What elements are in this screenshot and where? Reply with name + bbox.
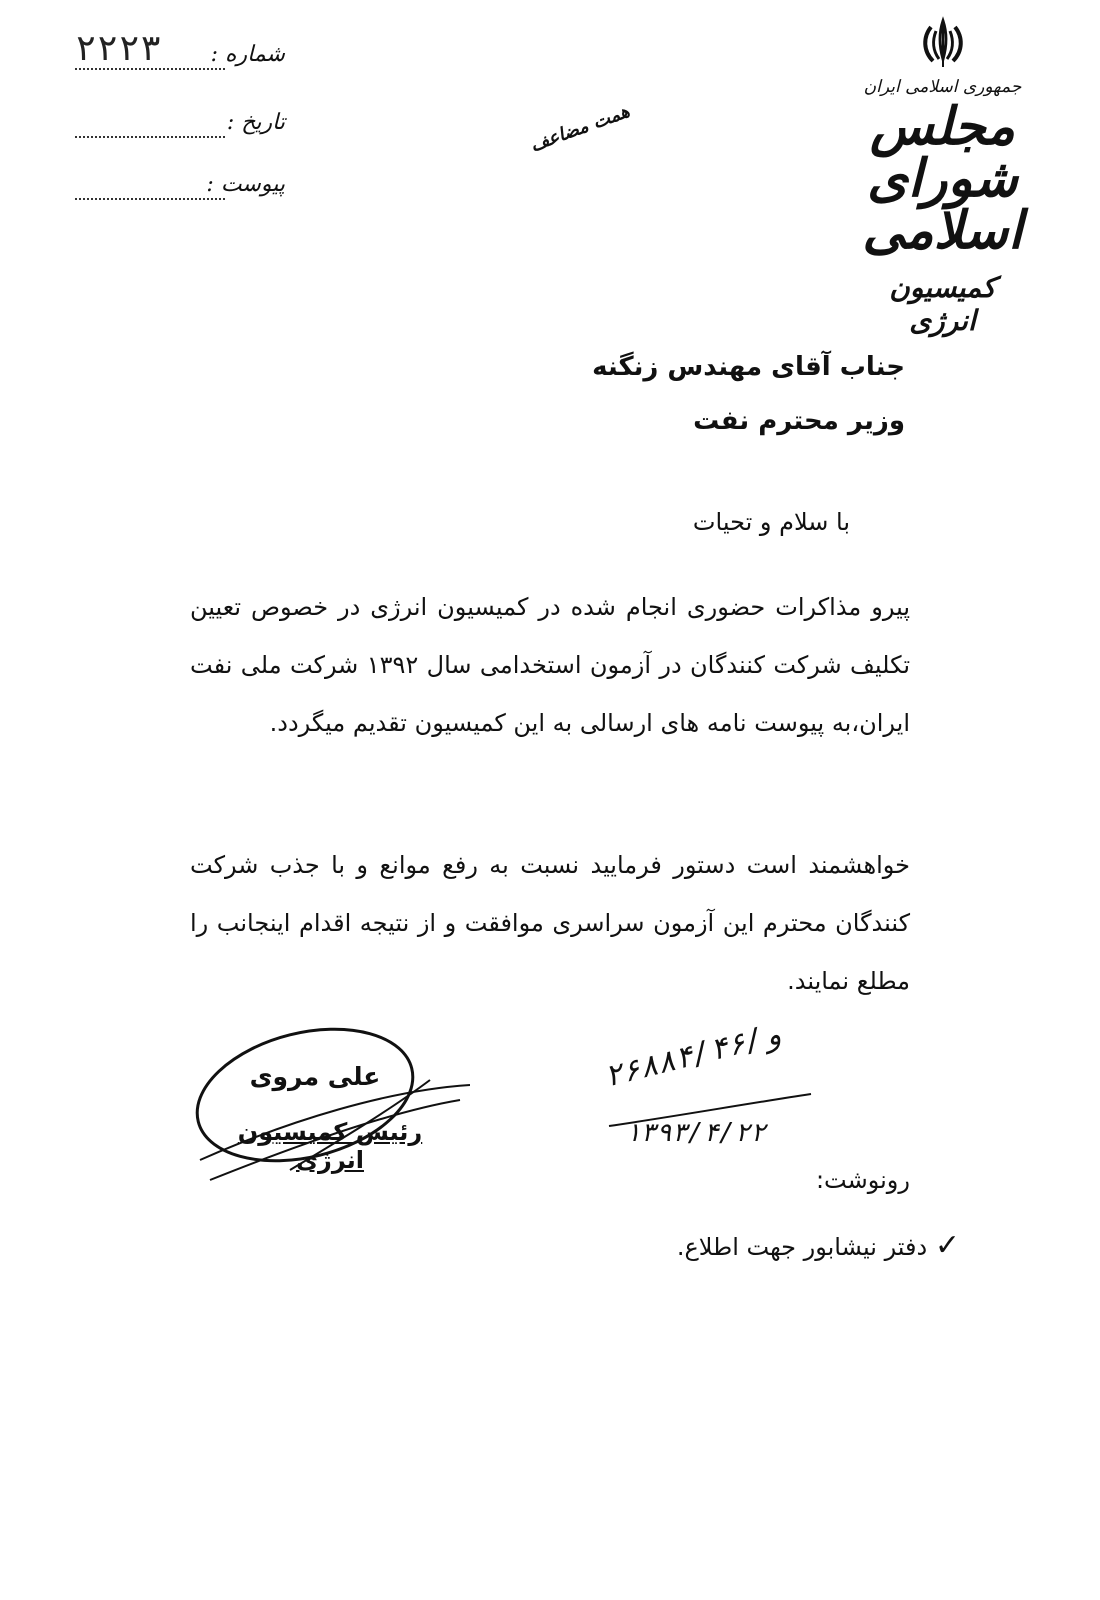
attachment-dotted-line: [75, 198, 225, 200]
attachment-label: پیوست :: [206, 172, 285, 197]
number-value: ۲۲۲۳: [75, 28, 162, 69]
cc-item-text: دفتر نیشابور جهت اطلاع.: [676, 1233, 928, 1261]
handwritten-date: ۱۳۹۳/۴/۲۲: [625, 1118, 766, 1148]
iran-emblem-icon: [913, 15, 973, 71]
cc-item: [560, 1228, 960, 1263]
number-field: [75, 28, 285, 76]
number-label: شماره :: [210, 42, 285, 67]
small-seal: همت مضاعف: [527, 100, 633, 157]
cc-label: رونوشت:: [815, 1166, 910, 1194]
emblem-republic-text: جمهوری اسلامی ایران: [863, 77, 1022, 97]
date-field: [75, 110, 285, 144]
signature-oval: [170, 1010, 470, 1210]
body-paragraph-1: پیرو مذاکرات حضوری انجام شده در کمیسیون انرژی در خصوص تعیین تکلیف شرکت کنندگان در آزمون استخدامی سال ۱۳۹۲ شرکت ملی نفت ایران،به پیوست نامه های ارسالی به این کمیسیون تقدیم میگردد.: [190, 593, 911, 737]
recipient-title: وزیر محترم نفت: [693, 406, 905, 436]
date-label: تاریخ :: [226, 110, 285, 135]
body-paragraph-2: خواهشمند است دستور فرمایید نسبت به رفع موانع و با جذب شرکت کنندگان محترم این آزمون سراسری موافقت و از نتیجه اقدام اینجانب را مطلع نمایند.: [190, 851, 910, 995]
signatory-title: رئیس کمیسیون انرژی: [237, 1118, 423, 1174]
attachment-field: [75, 172, 285, 206]
emblem-parliament-text: مجلس شورای اسلامی: [862, 96, 1023, 261]
greeting: با سلام و تحیات: [692, 508, 850, 536]
emblem-block: [855, 15, 1030, 337]
date-dotted-line: [75, 136, 225, 138]
emblem-department-text: کمیسیون انرژی: [889, 271, 996, 337]
handwritten-ref-number: ۲۶۸۸۴/۴۶/و: [600, 1016, 785, 1095]
recipient-name: جناب آقای مهندس زنگنه: [592, 352, 905, 382]
checkmark-icon: ✓: [934, 1228, 960, 1263]
signatory-name: علی مروی: [249, 1062, 381, 1091]
